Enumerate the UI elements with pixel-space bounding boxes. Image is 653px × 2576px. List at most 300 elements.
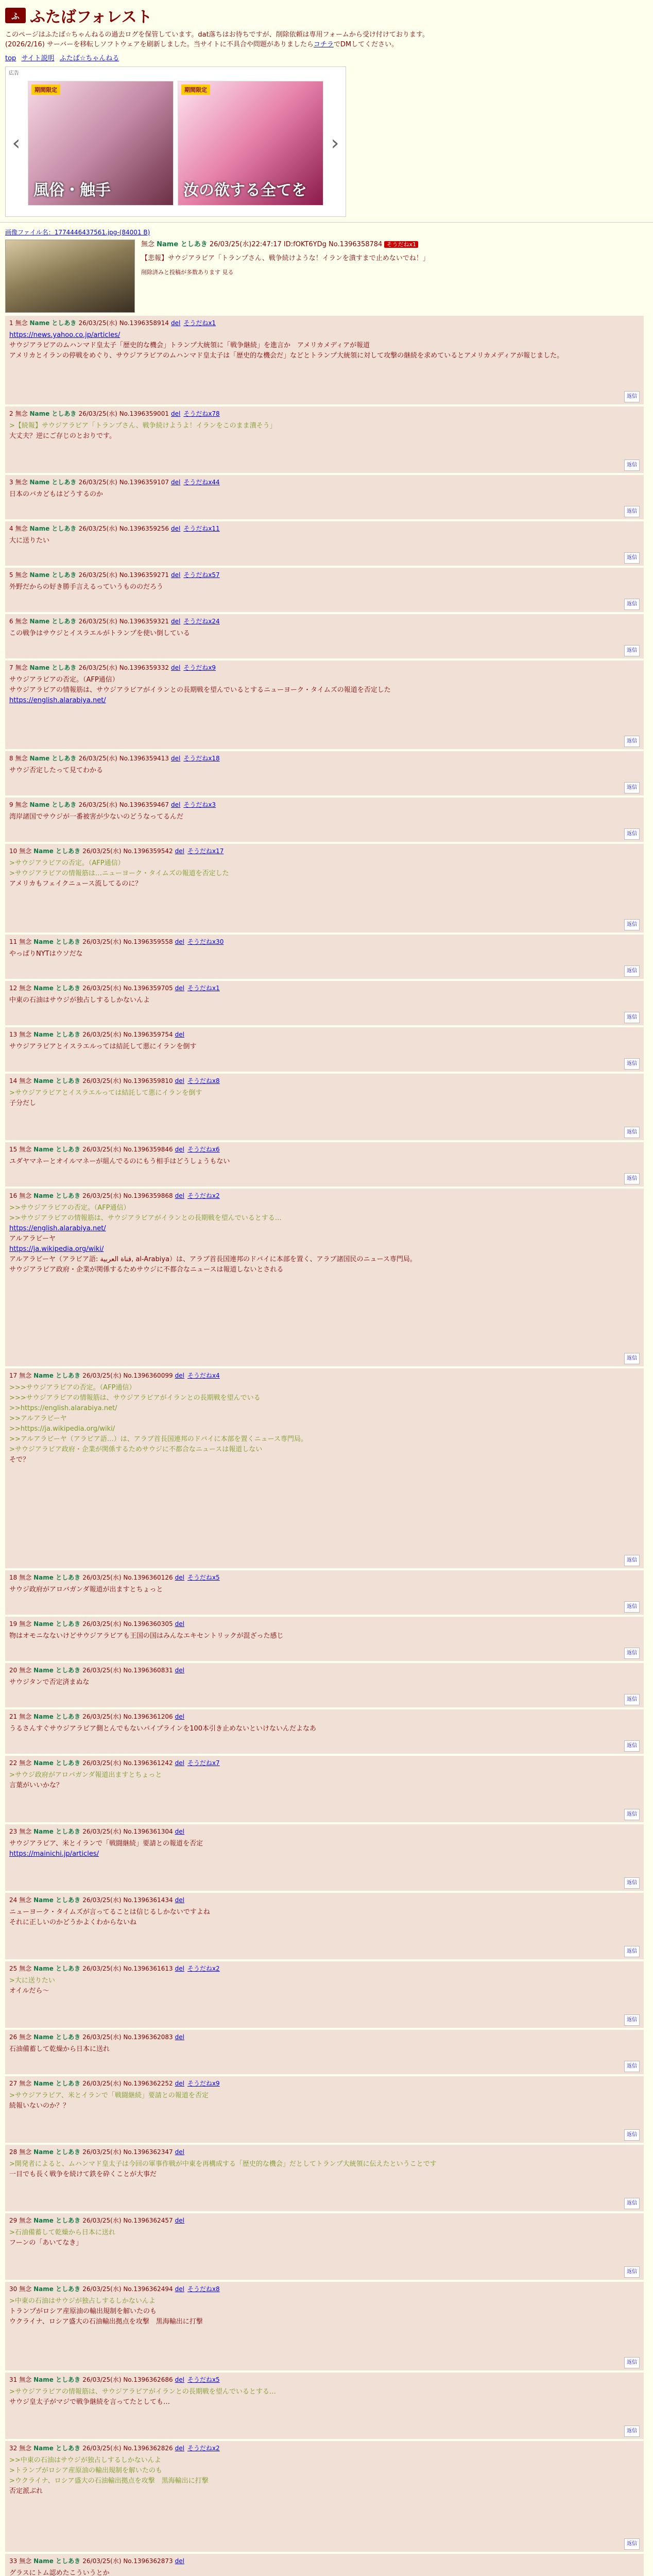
reply-line: >>中東の石油はサウジが独占しするしかないんよ [9,2456,161,2464]
reply-del-link[interactable]: del [170,664,181,671]
reply-line: >>https://ja.wikipedia.org/wiki/ [9,1425,115,1433]
reply-name: 無念 [19,2285,34,2293]
reply-handle: Name としあき [33,1896,83,1904]
reply-line: 中東の石油はサウジが独占しするしかないんよ [9,996,150,1004]
reply-name: 無念 [15,571,30,579]
reply-handle: Name としあき [33,2376,83,2383]
reply-line: >>>サウジアラビアの否定。（AFP通信） [9,1384,136,1392]
reply-line[interactable]: https://mainichi.jp/articles/ [9,1850,99,1858]
reply-name: 無念 [15,618,30,625]
reply-handle: Name としあき [33,1372,83,1379]
reply-post [5,521,644,566]
op-file-line [0,228,653,236]
reply-header [9,1572,640,1583]
reply-no[interactable]: No.1396359413 [119,755,169,762]
ad-image-right[interactable] [178,81,323,206]
reply-header [9,1758,640,1768]
reply-handle: Name としあき [29,319,79,327]
reply-del-link[interactable]: del [175,2217,184,2224]
reply-body [9,536,640,546]
reply-button[interactable]: 返信 [624,828,640,840]
reply-post [5,2145,644,2211]
reply-del-link[interactable]: del [170,571,181,579]
reply-header [9,1370,640,1381]
reply-index: 16 [9,1192,18,1199]
reply-date: 26/03/25(水) [82,1192,124,1199]
reply-del-link[interactable]: del [170,319,181,327]
reply-post [5,1368,644,1568]
reply-soudane[interactable]: そうだねx11 [183,525,220,532]
reply-post [5,568,644,612]
reply-no[interactable]: No.1396362347 [123,2148,173,2156]
reply-index: 15 [9,1146,18,1153]
reply-post [5,1663,644,1707]
reply-button[interactable]: 返信 [624,1555,640,1566]
reply-name: 無念 [19,1192,34,1199]
reply-date: 26/03/25(水) [82,1828,124,1835]
reply-line[interactable]: https://ja.wikipedia.org/wiki/ [9,1245,104,1253]
reply-name: 無念 [19,938,34,945]
reply-date: 26/03/25(水) [82,2080,124,2087]
reply-post [5,935,644,979]
reply-post [5,2030,644,2074]
reply-del-link[interactable]: del [175,1192,184,1199]
reply-body [9,2228,640,2248]
reply-line: この戦争はサウジとイスラエルがトランプを使い倒している [9,630,190,637]
reply-handle: Name としあき [33,1077,83,1084]
reply-line: >サウジアラビア、米とイランで「戦闘継続」要請との報道を否定 [9,2092,209,2099]
reply-no[interactable]: No.1396362494 [123,2285,173,2293]
reply-button[interactable]: 返信 [624,599,640,610]
reply-name: 無念 [19,1146,34,1153]
reply-index: 7 [9,664,13,671]
reply-no[interactable]: No.1396360831 [123,1667,173,1674]
reply-no[interactable]: No.1396360099 [123,1372,173,1379]
reply-post [5,1709,644,1754]
reply-soudane[interactable]: そうだねx17 [187,848,224,855]
reply-no[interactable]: No.1396359846 [123,1146,173,1153]
reply-handle: Name としあき [33,2148,83,2156]
reply-index: 27 [9,2080,18,2087]
reply-name: 無念 [19,1620,34,1628]
reply-post [5,2441,644,2552]
reply-no[interactable]: No.1396359332 [119,664,169,671]
reply-header [9,523,640,534]
reply-soudane[interactable]: そうだねx5 [187,1574,220,1581]
reply-button[interactable]: 返信 [624,645,640,656]
reply-soudane[interactable]: そうだねx1 [187,985,220,992]
reply-handle: Name としあき [33,985,83,992]
reply-body [9,995,640,1006]
reply-body [9,858,640,889]
reply-del-link[interactable]: del [175,938,184,945]
reply-del-link[interactable]: del [175,2148,184,2156]
reply-header [9,1619,640,1629]
reply-date: 26/03/25(水) [82,1146,124,1153]
reply-no[interactable]: No.1396359107 [119,479,169,486]
reply-button[interactable]: 返信 [624,919,640,930]
reply-del-link[interactable]: del [170,755,181,762]
reply-post [5,2282,644,2370]
reply-del-link[interactable]: del [175,1965,184,1972]
header [0,0,653,217]
reply-button[interactable]: 返信 [624,1173,640,1184]
reply-line: >>https://english.alarabiya.net/ [9,1404,117,1412]
reply-handle: Name としあき [29,755,79,762]
reply-no[interactable]: No.1396360305 [123,1620,173,1628]
reply-del-link[interactable]: del [175,2080,184,2087]
reply-del-link[interactable]: del [175,1574,184,1581]
reply-del-link[interactable]: del [175,2376,184,2383]
reply-line: >石油備蓄して乾燥から日本に送れ [9,2229,115,2236]
reply-post [5,1961,644,2028]
reply-no[interactable]: No.1396362083 [123,2033,173,2041]
reply-index: 14 [9,1077,18,1084]
reply-no[interactable]: No.1396359321 [119,618,169,625]
reply-soudane[interactable]: そうだねx57 [183,571,220,579]
reply-header [9,477,640,487]
reply-header [9,663,640,673]
reply-body [9,2044,640,2055]
reply-no[interactable]: No.1396359754 [123,1031,173,1038]
reply-soudane[interactable]: そうだねx2 [187,1192,220,1199]
reply-header [9,846,640,856]
reply-soudane[interactable]: そうだねx8 [187,2285,220,2293]
reply-name: 無念 [15,319,30,327]
reply-date: 26/03/25(水) [82,1759,124,1767]
reply-soudane[interactable]: そうだねx24 [183,618,220,625]
reply-no[interactable]: No.1396361206 [123,1713,173,1720]
reply-date: 26/03/25(水) [82,1574,124,1581]
reply-del-link[interactable]: del [170,618,181,625]
divider [0,222,653,223]
reply-handle: Name としあき [33,1965,83,1972]
reply-button[interactable]: 返信 [624,1012,640,1023]
reply-no[interactable]: No.1396359542 [123,848,173,855]
reply-button[interactable]: 返信 [624,2198,640,2209]
reply-button[interactable]: 返信 [624,1127,640,1138]
reply-line: ユダヤマネーとオイルマネーが組んでるのにもう相手はどうしょうもない [9,1158,230,1165]
reply-line: それに正しいのかどうかよくわからないね [9,1919,137,1926]
reply-name: 無念 [19,1896,34,1904]
reply-index: 30 [9,2285,18,2293]
op-date: 26/03/25(水)22:47:17 [209,241,282,248]
reply-line: >サウジ政府がアロバガンダ報道出ますとちょっと [9,1771,162,1779]
ad-image-left[interactable] [28,81,174,206]
reply-button[interactable]: 返信 [624,1058,640,1070]
reply-name: 無念 [15,479,30,486]
reply-body [9,1203,640,1275]
reply-body [9,675,640,706]
reply-del-link[interactable]: del [175,1896,184,1904]
reply-line: >サウジアラビアの否定。（AFP通信） [9,859,125,867]
reply-soudane[interactable]: そうだねx18 [183,755,220,762]
reply-index: 6 [9,618,13,625]
reply-del-link[interactable]: del [175,1146,184,1153]
reply-line: サウジタンで否定済まぬな [9,1679,90,1686]
reply-index: 25 [9,1965,18,1972]
reply-name: 無念 [19,1077,34,1084]
chevron-right-icon[interactable]: › [331,131,339,155]
reply-del-link[interactable]: del [175,848,184,855]
notice [5,30,648,49]
reply-button[interactable]: 返信 [624,1648,640,1659]
reply-del-link[interactable]: del [175,1828,184,1835]
reply-header [9,1711,640,1722]
reply-line: フーンの「あいてなき」 [9,2239,83,2247]
reply-line: >サウジアラビア政府・企業が関係するためサウジに不都合なニュースは報道しない [9,1446,263,1453]
reply-no[interactable]: No.1396362826 [123,2445,173,2452]
reply-no[interactable]: No.1396361242 [123,1759,173,1767]
reply-no[interactable]: No.1396362873 [123,2557,173,2565]
reply-no[interactable]: No.1396359256 [119,525,169,532]
reply-header [9,2284,640,2294]
reply-soudane[interactable]: そうだねx44 [183,479,220,486]
reply-line: アルアラビーヤ [9,1235,56,1243]
reply-line: サウジアラビアとイスラエルっては結託して悪にイランを倒す [9,1043,197,1050]
chevron-left-icon[interactable]: ‹ [12,131,21,155]
ad-banner[interactable] [5,66,346,217]
reply-line: >サウジアラビアの情報筋は…ニューヨーク・タイムズの報道を否定した [9,870,229,877]
op-soudane[interactable]: そうだねx1 [384,241,418,248]
reply-button[interactable]: 返信 [624,2014,640,2026]
reply-del-link[interactable]: del [170,479,181,486]
reply-index: 23 [9,1828,18,1835]
reply-soudane[interactable]: そうだねx4 [187,1372,220,1379]
reply-button[interactable]: 返信 [624,1740,640,1752]
reply-name: 無念 [15,664,30,671]
reply-line: やっぱりNYTはウソだな [9,950,83,958]
reply-no[interactable]: No.1396359810 [123,1077,173,1084]
reply-soudane[interactable]: そうだねx5 [187,2376,220,2383]
reply-date: 26/03/25(水) [82,1667,124,1674]
nav-about[interactable]: サイト説明 [21,55,55,62]
reply-no[interactable]: No.1396359705 [123,985,173,992]
reply-button[interactable]: 返信 [624,2266,640,2278]
reply-line: アメリカとイランの停戦をめぐり、サウジアラビアのムハンマド皇太子は「歴史的な機会だ」などとトランプ大統領に対して攻撃の継続を求めているとアメリカメディアが報じました。 [9,352,564,360]
reply-post [5,406,644,473]
reply-index: 4 [9,525,13,532]
reply-handle: Name としあき [33,2080,83,2087]
reply-button[interactable]: 返信 [624,965,640,977]
reply-index: 31 [9,2376,18,2383]
reply-line: サウジアラビアの否定。（AFP通信） [9,676,119,684]
reply-button[interactable]: 返信 [624,506,640,517]
reply-no[interactable]: No.1396361613 [123,1965,173,1972]
reply-body [9,1383,640,1465]
reply-button[interactable]: 返信 [624,1353,640,1364]
reply-no[interactable]: No.1396359001 [119,410,169,417]
op-body [141,240,648,313]
reply-del-link[interactable]: del [175,1713,184,1720]
reply-no[interactable]: No.1396359558 [123,938,173,945]
reply-index: 22 [9,1759,18,1767]
op-file-link[interactable]: 画像ファイル名：1774446437561.jpg-(84001 B) [5,229,150,236]
reply-del-link[interactable]: del [175,2445,184,2452]
reply-del-link[interactable]: del [175,2557,184,2565]
reply-del-link[interactable]: del [170,525,181,532]
reply-handle: Name としあき [33,1713,83,1720]
notice-line-1: このページはふたば☆ちゃんねるの過去ログを保管しています。dat落ちはお待ちですが、削除依頼は専用フォームから受け付けております。 [5,31,429,39]
reply-del-link[interactable]: del [175,2033,184,2041]
reply-del-link[interactable]: del [175,1077,184,1084]
reply-del-link[interactable]: del [175,1372,184,1379]
reply-name: 無念 [19,2217,34,2224]
reply-button[interactable]: 返信 [624,1946,640,1957]
reply-button[interactable]: 返信 [624,2426,640,2437]
reply-handle: Name としあき [33,848,83,855]
reply-line: サウジアラビアの情報筋は、サウジアラビアがイランとの長期戦を望んでいるとするニューヨーク・タイムズの報道を否定した [9,686,391,694]
reply-line: サウジアラビア政府・企業が関係するためサウジに不都合なニュースは報道しないとされる [9,1266,284,1274]
reply-body [9,1770,640,1791]
reply-name: 無念 [19,2080,34,2087]
reply-soudane[interactable]: そうだねx3 [183,801,216,808]
reply-line: >中東の石油はサウジが独占しするしかないんよ [9,2297,156,2305]
reply-button[interactable]: 返信 [624,552,640,564]
reply-no[interactable]: No.1396362457 [123,2217,173,2224]
reply-button[interactable]: 返信 [624,2538,640,2550]
reply-header [9,2443,640,2453]
reply-handle: Name としあき [29,664,79,671]
reply-index: 26 [9,2033,18,2041]
reply-handle: Name としあき [33,1146,83,1153]
reply-del-link[interactable]: del [170,801,181,808]
reply-body [9,1157,640,1167]
nav-top[interactable]: top [5,55,16,62]
reply-button[interactable]: 返信 [624,2129,640,2141]
reply-date: 26/03/25(水) [82,2033,124,2041]
op-no[interactable]: No.1396358784 [329,241,383,248]
reply-header [9,1076,640,1086]
reply-date: 26/03/25(水) [82,985,124,992]
reply-handle: Name としあき [33,2557,83,2565]
reply-line: >>サウジアラビアの否定。（AFP通信） [9,1204,130,1212]
reply-no[interactable]: No.1396360126 [123,1574,173,1581]
reply-date: 26/03/25(水) [82,2557,124,2565]
reply-post [5,1617,644,1661]
reply-handle: Name としあき [29,618,79,625]
reply-index: 11 [9,938,18,945]
ad-title-left: 風俗・触手 [33,181,111,199]
reply-name: 無念 [19,1965,34,1972]
reply-soudane[interactable]: そうだねx2 [187,1965,220,1972]
reply-soudane[interactable]: そうだねx78 [183,410,220,417]
reply-del-link[interactable]: del [175,1620,184,1628]
reply-no[interactable]: No.1396362686 [123,2376,173,2383]
reply-line: >>サウジアラビアの情報筋は、サウジアラビアがイランとの長期戦を望んでいるとする… [9,1214,282,1222]
reply-handle: Name としあき [29,525,79,532]
reply-index: 8 [9,755,13,762]
reply-del-link[interactable]: del [175,1031,184,1038]
op-text: 【悲報】サウジアラビア「トランプさん、戦争続けような！イランを潰すまで止めないでね！」 [141,255,429,262]
reply-post [5,981,644,1025]
reply-line: 物はオモニなないけどサウジアラビアも王国の国はみんなエキセントリックが混ざった感じ [9,1632,284,1640]
reply-no[interactable]: No.1396361434 [123,1896,173,1904]
reply-soudane[interactable]: そうだねx1 [183,319,216,327]
reply-soudane[interactable]: そうだねx7 [187,1759,220,1767]
reply-header [9,616,640,626]
op-note: 削除済みと投稿が多数あります 見る [141,269,234,276]
site-logo[interactable]: ふ [5,8,26,23]
reply-post [5,2076,644,2143]
reply-soudane[interactable]: そうだねx9 [183,664,216,671]
reply-del-link[interactable]: del [175,1667,184,1674]
reply-no[interactable]: No.1396359467 [119,801,169,808]
reply-line[interactable]: https://english.alarabiya.net/ [9,1225,106,1232]
reply-handle: Name としあき [33,2033,83,2041]
reply-handle: Name としあき [33,2445,83,2452]
reply-date: 26/03/25(水) [78,664,119,671]
reply-soudane[interactable]: そうだねx6 [187,1146,220,1153]
reply-button[interactable]: 返信 [624,1877,640,1889]
reply-button[interactable]: 返信 [624,1601,640,1613]
reply-date: 26/03/25(水) [82,1372,124,1379]
reply-index: 3 [9,479,13,486]
reply-no[interactable]: No.1396361304 [123,1828,173,1835]
reply-no[interactable]: No.1396362252 [123,2080,173,2087]
reply-post [5,1189,644,1366]
reply-post [5,475,644,519]
reply-button[interactable]: 返信 [624,1694,640,1705]
reply-body [9,330,640,361]
reply-del-link[interactable]: del [170,410,181,417]
reply-button[interactable]: 返信 [624,2357,640,2368]
contact-link[interactable]: コチラ [313,41,334,48]
nav-futaba[interactable]: ふたば☆ちゃんねる [59,55,119,62]
reply-no[interactable]: No.1396358914 [119,319,169,327]
reply-handle: Name としあき [33,1192,83,1199]
reply-line: >開発者によると、ムハンマド皇太子は今回の軍事作戦が中東を再構成する「歴史的な機会」だとしてトランプ大統領に伝えたということです [9,2160,437,2168]
reply-del-link[interactable]: del [175,985,184,992]
reply-date: 26/03/25(水) [78,525,119,532]
op-thumbnail[interactable] [5,240,135,313]
ad-carousel [6,78,346,209]
reply-del-link[interactable]: del [175,1759,184,1767]
reply-line[interactable]: https://english.alarabiya.net/ [9,697,106,704]
reply-button[interactable]: 返信 [624,782,640,793]
reply-line: 一目でも長く戦争を続けて鉄を砕くことが大事だ [9,2171,157,2178]
reply-name: 無念 [15,801,30,808]
reply-button[interactable]: 返信 [624,2061,640,2072]
reply-post [5,660,644,749]
reply-header [9,570,640,580]
reply-list [0,316,653,2576]
reply-button[interactable]: 返信 [624,736,640,747]
reply-post [5,1756,644,1822]
reply-body [9,766,640,776]
reply-line: ウクライナ、ロシア盛大の石油輸出拠点を攻撃 黒海輸出に打撃 [9,2318,203,2326]
reply-soudane[interactable]: そうだねx8 [187,1077,220,1084]
op-header [141,240,648,249]
reply-soudane[interactable]: そうだねx30 [187,938,224,945]
reply-no[interactable]: No.1396359271 [119,571,169,579]
reply-name: 無念 [15,525,30,532]
reply-index: 5 [9,571,13,579]
reply-no[interactable]: No.1396359868 [123,1192,173,1199]
reply-body [9,1839,640,1859]
reply-date: 26/03/25(水) [82,1713,124,1720]
reply-soudane[interactable]: そうだねx2 [187,2445,220,2452]
reply-button[interactable]: 返信 [624,391,640,402]
reply-line[interactable]: https://news.yahoo.co.jp/articles/ [9,331,121,339]
reply-soudane[interactable]: そうだねx9 [187,2080,220,2087]
reply-del-link[interactable]: del [175,2285,184,2293]
reply-date: 26/03/25(水) [82,2376,124,2383]
reply-post [5,1074,644,1140]
reply-button[interactable]: 返信 [624,1809,640,1820]
reply-button[interactable]: 返信 [624,460,640,471]
reply-line: アメリカもフェイクニュース流してるのに？ [9,880,142,888]
